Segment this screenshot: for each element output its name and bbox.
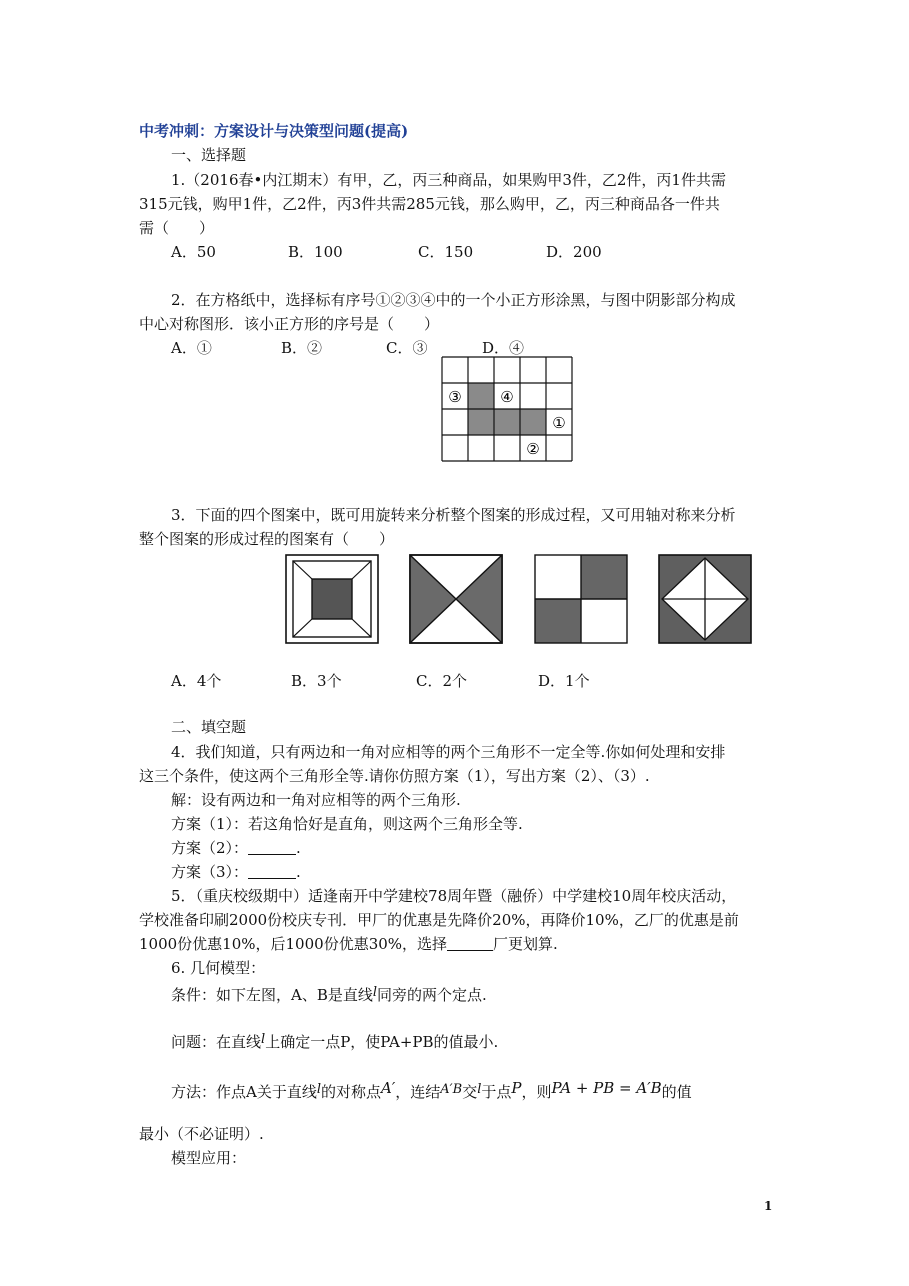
q4-plan-2-label: 方案（2）：: [171, 839, 249, 857]
segment-a-prime-b-symbol: A′B: [440, 1082, 463, 1097]
q1-option-b: B．100: [288, 243, 343, 261]
q6-condition-b: 同旁的两个定点.: [377, 986, 487, 1004]
q1-option-c: C．150: [418, 243, 474, 261]
q1-line1: 1.（2016春•内江期末）有甲，乙，丙三种商品，如果购甲3件，乙2件，丙1件共需: [171, 171, 726, 189]
q6-method-d: 交: [462, 1083, 478, 1101]
q6-method-line2: 最小（不必证明）.: [139, 1125, 264, 1143]
q4-plan-1: 方案（1）：若这角恰好是直角，则这两个三角形全等.: [171, 815, 523, 833]
q5-blank[interactable]: [447, 936, 493, 951]
q5-line1: 5．（重庆校级期中）适逢南开中学建校78周年暨（融侨）中学建校10周年校庆活动，: [171, 887, 737, 905]
q3-option-c: C．2个: [416, 672, 468, 690]
q3-line1: 3．下面的四个图案中，既可用旋转来分析整个图案的形成过程，又可用轴对称来分析: [171, 506, 736, 524]
q2-option-c: C．③: [386, 339, 428, 357]
q2-option-b: B．②: [281, 339, 323, 357]
grid-shaded-cell: [494, 409, 520, 435]
grid-shaded-cell: [468, 409, 494, 435]
q4-line2: 这三个条件，使这两个三角形全等.请你仿照方案（1），写出方案（2）、（3）.: [139, 767, 650, 785]
q1-line3: 需（ ）: [139, 219, 215, 237]
section-heading-choice: 一、选择题: [171, 146, 247, 164]
q3-pattern-1: [284, 553, 380, 645]
q6-method: [171, 1078, 692, 1102]
q4-plan-2: 方案（2）： .: [171, 839, 301, 857]
q4-plan-3-blank[interactable]: [248, 864, 296, 879]
grid-shaded-cell: [520, 409, 546, 435]
q6-method-b: 的对称点: [321, 1083, 382, 1101]
page-number: 1: [764, 1199, 773, 1213]
grid-label-3: ③: [448, 388, 462, 406]
q6-method-e: 于点: [481, 1083, 512, 1101]
q4-plan-2-blank[interactable]: [248, 840, 296, 855]
q3-option-a: A．4个: [171, 672, 222, 690]
q5-line3-a: 1000份优惠10%，后1000份优惠30%，选择: [139, 935, 448, 953]
line-l-symbol: l: [477, 1082, 482, 1097]
section-heading-fill: 二、填空题: [171, 718, 247, 736]
q6-problem: [171, 1030, 498, 1052]
q6-problem-b: 上确定一点P，使PA+PB的值最小.: [265, 1033, 499, 1051]
q3-option-b: B．3个: [291, 672, 342, 690]
q4-plan-3-label: 方案（3）：: [171, 863, 249, 881]
line-l-symbol: l: [316, 1082, 322, 1097]
q6-apply: 模型应用：: [171, 1149, 247, 1167]
q3-option-d: D．1个: [538, 672, 590, 690]
q5-line3: [139, 934, 558, 954]
grid-label-1: ①: [552, 414, 566, 432]
q2-line2: 中心对称图形．该小正方形的序号是（ ）: [139, 315, 440, 333]
q6-method-a: 方法：作点A关于直线: [171, 1083, 317, 1101]
q6-method-f: ，则: [521, 1083, 552, 1101]
q6-condition-a: 条件：如下左图，A、B是直线: [171, 986, 373, 1004]
q3-line2: 整个图案的形成过程的图案有（ ）: [139, 530, 395, 548]
point-p-symbol: P: [511, 1079, 522, 1097]
q3-pattern-4: [657, 553, 753, 645]
q3-pattern-3: [533, 553, 629, 645]
point-a-prime-symbol: A′: [381, 1079, 396, 1097]
grid-shaded-cell: [468, 383, 494, 409]
equation-pa-pb: PA + PB = A′B: [551, 1079, 662, 1097]
q6-method-c: ，连结: [395, 1083, 441, 1101]
q6-condition: [171, 983, 487, 1005]
q5-line2: 学校准备印刷2000份校庆专刊．甲厂的优惠是先降价20%，再降价10%，乙厂的优惠是前: [139, 911, 739, 929]
line-l-symbol: l: [261, 1032, 266, 1047]
page-title: 中考冲刺：方案设计与决策型问题(提高): [139, 122, 409, 140]
q3-pattern-2: [408, 553, 504, 645]
q1-option-d: D．200: [546, 243, 602, 261]
q1-option-a: A．50: [171, 243, 216, 261]
q2-option-a: A．①: [171, 339, 212, 357]
q5-line3-b: 厂更划算.: [493, 935, 558, 953]
q4-line1: 4．我们知道，只有两边和一角对应相等的两个三角形不一定全等.你如何处理和安排: [171, 743, 726, 761]
q4-plan-3: 方案（3）： .: [171, 863, 301, 881]
q4-solution: 解：设有两边和一角对应相等的两个三角形.: [171, 791, 461, 809]
q2-option-d: D．④: [482, 339, 525, 357]
grid-label-2: ②: [526, 440, 540, 458]
grid-label-4: ④: [500, 388, 514, 406]
q1-line2: 315元钱，购甲1件，乙2件，丙3件共需285元钱，那么购甲，乙，丙三种商品各一件共: [139, 195, 720, 213]
q6-problem-a: 问题：在直线: [171, 1033, 262, 1051]
q2-line1: 2．在方格纸中，选择标有序号①②③④中的一个小正方形涂黑，与图中阴影部分构成: [171, 291, 736, 309]
line-l-symbol: l: [372, 985, 378, 1000]
q6-heading: 6. 几何模型：: [171, 959, 266, 977]
q6-method-g: 的值: [661, 1083, 692, 1101]
q2-grid-figure: [440, 355, 576, 463]
